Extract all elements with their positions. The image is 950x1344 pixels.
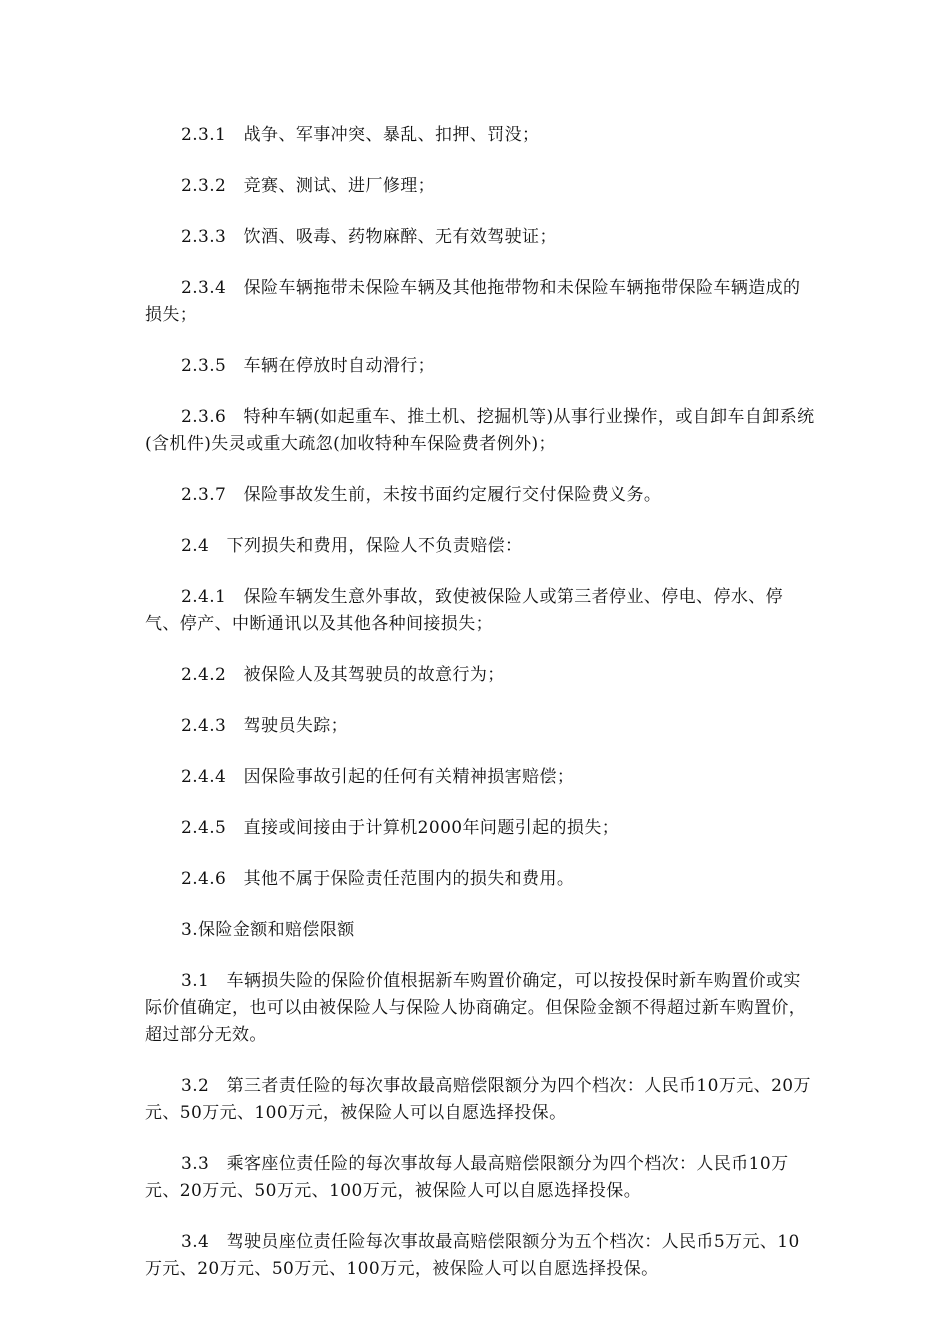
clause-3-2: 3.2 第三者责任险的每次事故最高赔偿限额分为四个档次：人民币10万元、20万元、50万元、100万元，被保险人可以自愿选择投保。	[145, 1076, 811, 1123]
clause-2-3-7: 2.3.7 保险事故发生前，未按书面约定履行交付保险费义务。	[181, 485, 662, 505]
clause-2-4-6: 2.4.6 其他不属于保险责任范围内的损失和费用。	[181, 869, 575, 889]
section-heading-3: 3.保险金额和赔偿限额	[181, 920, 355, 940]
clause-2-4-5: 2.4.5 直接或间接由于计算机2000年问题引起的损失；	[181, 818, 620, 838]
clause-2-4-3: 2.4.3 驾驶员失踪；	[181, 716, 349, 736]
document-page	[145, 122, 815, 1307]
clause-2-3-1: 2.3.1 战争、军事冲突、暴乱、扣押、罚没；	[181, 125, 540, 145]
clause-3-3: 3.3 乘客座位责任险的每次事故每人最高赔偿限额分为四个档次：人民币10万元、20万元、50万元、100万元，被保险人可以自愿选择投保。	[145, 1154, 789, 1201]
clause-2-3-4: 2.3.4 保险车辆拖带未保险车辆及其他拖带物和未保险车辆拖带保险车辆造成的损失；	[145, 278, 801, 325]
clause-2-3-5: 2.3.5 车辆在停放时自动滑行；	[181, 356, 436, 376]
clause-2-4: 2.4 下列损失和费用，保险人不负责赔偿：	[181, 536, 523, 556]
clause-2-3-3: 2.3.3 饮酒、吸毒、药物麻醉、无有效驾驶证；	[181, 227, 557, 247]
clause-2-4-2: 2.4.2 被保险人及其驾驶员的故意行为；	[181, 665, 505, 685]
clause-2-4-1: 2.4.1 保险车辆发生意外事故，致使被保险人或第三者停业、停电、停水、停气、停产、中断通讯以及其他各种间接损失；	[145, 587, 784, 634]
clause-2-4-4: 2.4.4 因保险事故引起的任何有关精神损害赔偿；	[181, 767, 575, 787]
clause-3-1: 3.1 车辆损失险的保险价值根据新车购置价确定，可以按投保时新车购置价或实际价值确定，也可以由被保险人与保险人协商确定。但保险金额不得超过新车购置价，超过部分无效。	[145, 971, 807, 1045]
clause-2-3-2: 2.3.2 竞赛、测试、进厂修理；	[181, 176, 436, 196]
clause-2-3-6: 2.3.6 特种车辆(如起重车、推土机、挖掘机等)从事行业操作，或自卸车自卸系统(含机件)失灵或重大疏忽(加收特种车保险费者例外)；	[145, 407, 815, 454]
clause-3-4: 3.4 驾驶员座位责任险每次事故最高赔偿限额分为五个档次：人民币5万元、10万元、20万元、50万元、100万元，被保险人可以自愿选择投保。	[145, 1232, 800, 1279]
